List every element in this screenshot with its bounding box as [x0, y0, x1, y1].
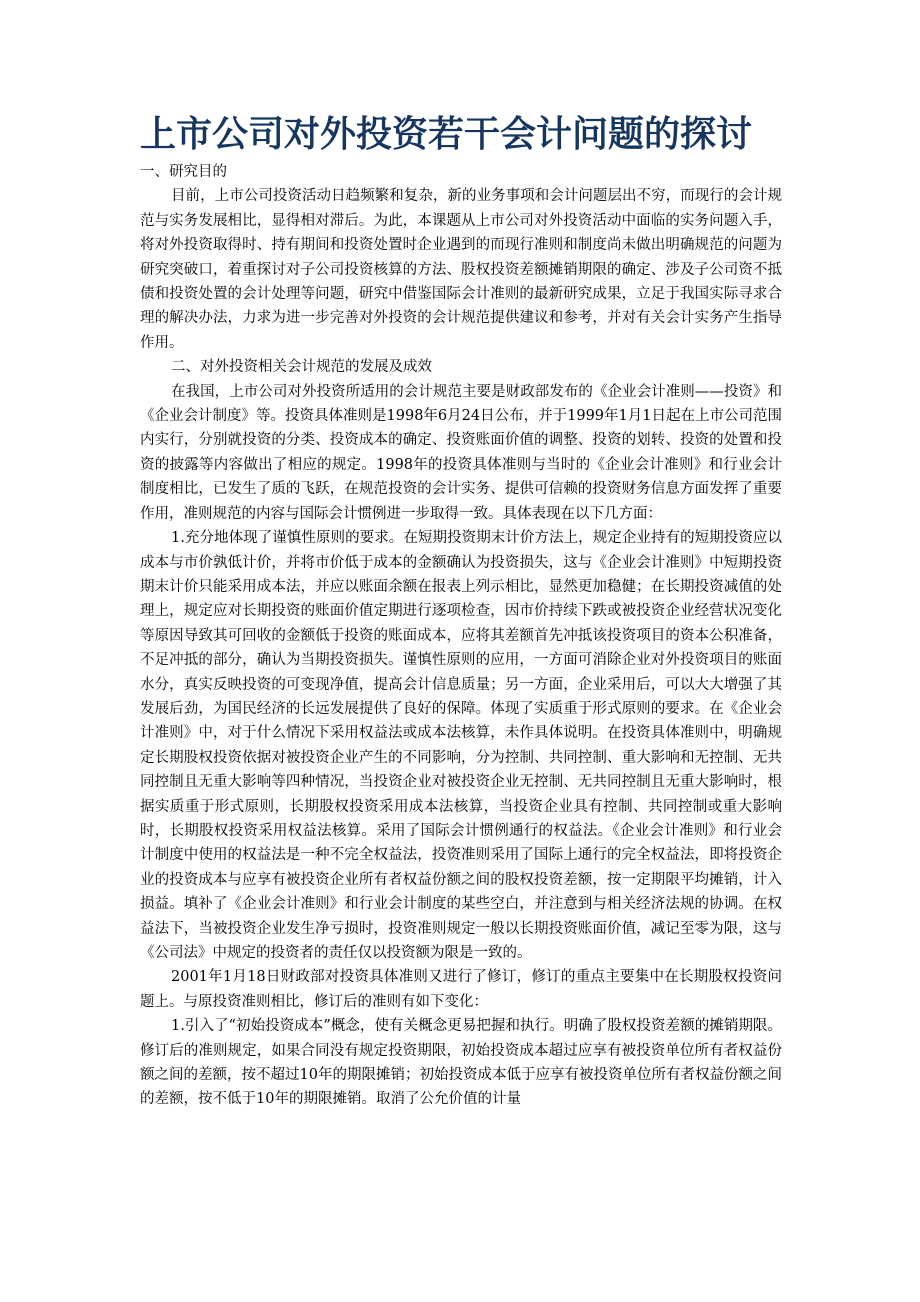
paragraph: 1.充分地体现了谨慎性原则的要求。在短期投资期末计价方法上，规定企业持有的短期投资应以成本与市价孰低计价，并将市价低于成本的金额确认为投资损失，这与《企业会计准则》中短期投资期末计价只能采用成本法，并应以账面余额在报表上列示相比，显然更加稳健；在长期投资减值的处理上，规定应对长期投资的账面价值定期进行逐项检查，因市价持续下跌或被投资企业经营状况变化等原因导致其可回收的金额低于投资的账面成本，应将其差额首先冲抵该投资项目的资本公积准备，不足冲抵的部分，确认为当期投资损失。谨慎性原则的应用，一方面可消除企业对外投资项目的账面水分，真实反映投资的可变现净值，提高会计信息质量；另一方面，企业采用后，可以大大增强了其发展后劲，为国民经济的长远发展提供了良好的保障。体现了实质重于形式原则的要求。在《企业会计准则》中，对于什么情况下采用权益法或成本法核算，未作具体说明。在投资具体准则中，明确规定长期股权投资依据对被投资企业产生的不同影响，分为控制、共同控制、重大影响和无控制、无共同控制且无重大影响等四种情况，当投资企业对被投资企业无控制、无共同控制且无重大影响时，根据实质重于形式原则，长期股权投资采用成本法核算，当投资企业具有控制、共同控制或重大影响时，长期股权投资采用权益法核算。采用了国际会计惯例通行的权益法。《企业会计准则》和行业会计制度中使用的权益法是一种不完全权益法，投资准则采用了国际上通行的完全权益法，即将投资企业的投资成本与应享有被投资企业所有者权益份额之间的股权投资差额，按一定期限平均摊销，计入损益。填补了《企业会计准则》和行业会计制度的某些空白，并注意到与相关经济法规的协调。在权益法下，当被投资企业发生净亏损时，投资准则规定一般以长期投资账面价值，减记至零为限，这与《公司法》中规定的投资者的责任仅以投资额为限是一致的。 — [140, 530, 782, 961]
section-heading-research-purpose: 一、研究目的 — [140, 164, 227, 180]
paragraph: 2001年1月18日财政部对投资具体准则又进行了修订，修订的重点主要集中在长期股权投资问题上。与原投资准则相比，修订后的准则有如下变化： — [140, 969, 782, 1010]
document-title: 上市公司对外投资若干会计问题的探讨 — [140, 113, 753, 155]
paragraph: 1.引入了“初始投资成本”概念，使有关概念更易把握和执行。明确了股权投资差额的摊销期限。修订后的准则规定，如果合同没有规定投资期限，初始投资成本超过应享有被投资单位所有者权益份额之间的差额，按不超过10年的期限摊销；初始投资成本低于应享有被投资单位所有者权益份额之间的差额，按不低于10年的期限摊销。取消了公允价值的计量 — [140, 1018, 782, 1108]
paragraph: 目前，上市公司投资活动日趋频繁和复杂，新的业务事项和会计问题层出不穷，而现行的会计规范与实务发展相比，显得相对滞后。为此，本课题从上市公司对外投资活动中面临的实务问题入手，将对外投资取得时、持有期间和投资处置时企业遇到的而现行准则和制度尚未做出明确规范的问题为研究突破口，着重探讨对子公司投资核算的方法、股权投资差额摊销期限的确定、涉及子公司资不抵债和投资处置的会计处理等问题，研究中借鉴国际会计准则的最新研究成果，立足于我国实际寻求合理的解决办法，力求为进一步完善对外投资的会计规范提供建议和参考，并对有关会计实务产生指导作用。 — [140, 188, 782, 351]
paragraph: 在我国，上市公司对外投资所适用的会计规范主要是财政部发布的《企业会计准则——投资》和《企业会计制度》等。投资具体准则是1998年6月24日公布，并于1999年1月1日起在上市公司范围内实行，分别就投资的分类、投资成本的确定、投资账面价值的调整、投资的划转、投资的处置和投资的披露等内容做出了相应的规定。1998年的投资具体准则与当时的《企业会计准则》和行业会计制度相比，已发生了质的飞跃，在规范投资的会计实务、提供可信赖的投资财务信息方面发挥了重要作用，准则规范的内容与国际会计惯例进一步取得一致。具体表现在以下几方面： — [140, 383, 782, 522]
document-page — [140, 108, 782, 1112]
section-heading-norms-development: 二、对外投资相关会计规范的发展及成效 — [171, 359, 432, 376]
